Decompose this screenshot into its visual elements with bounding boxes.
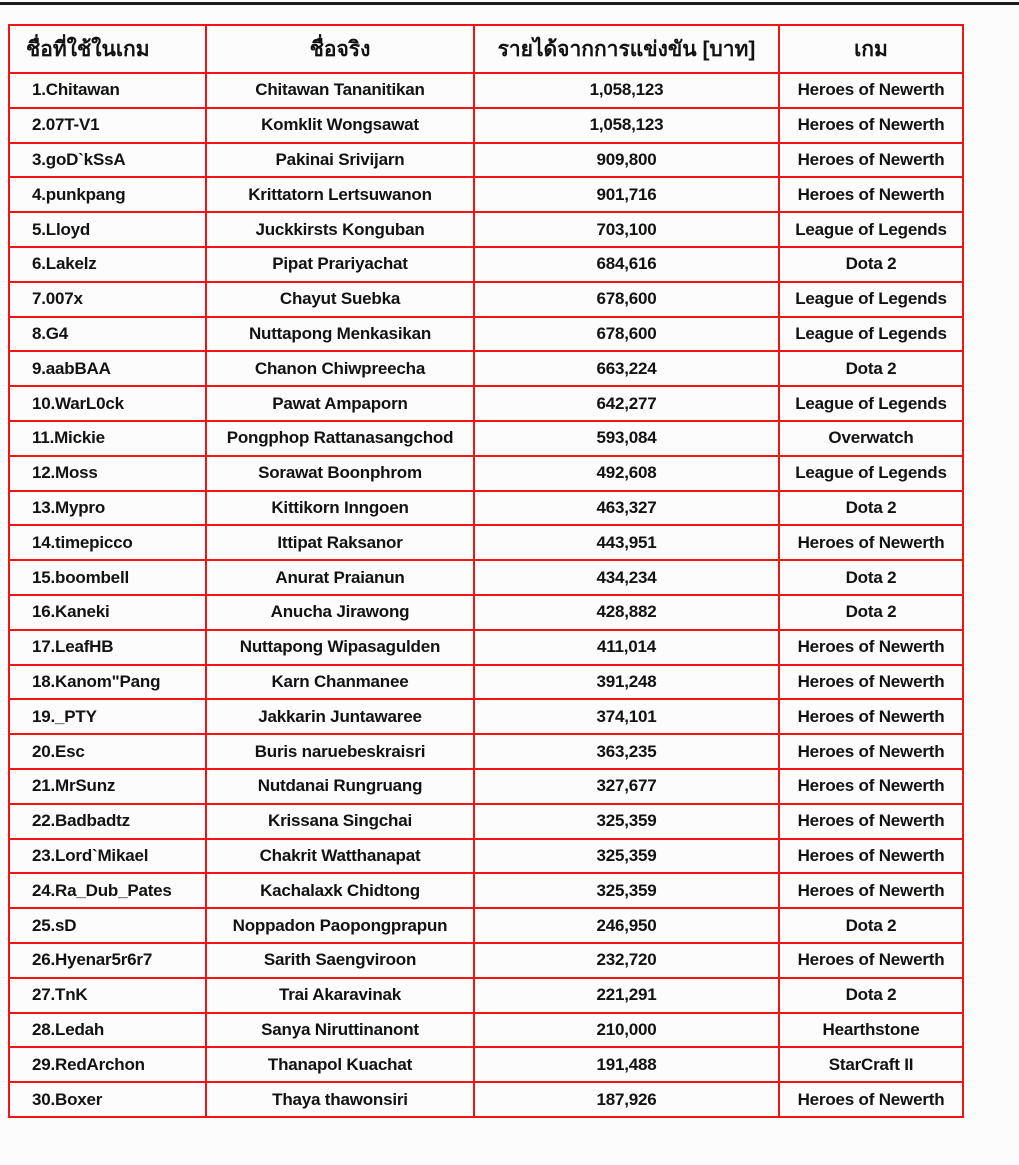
cell-ingame-name: 3.goD`kSsA	[9, 143, 206, 178]
cell-game: Dota 2	[779, 491, 963, 526]
cell-real-name: Nuttapong Menkasikan	[206, 317, 474, 352]
table-row	[9, 978, 963, 1013]
cell-ingame-name: 30.Boxer	[9, 1082, 206, 1117]
cell-earnings: 327,677	[474, 769, 779, 804]
table-row	[9, 317, 963, 352]
cell-real-name: Juckkirsts Konguban	[206, 212, 474, 247]
cell-ingame-name: 6.Lakelz	[9, 247, 206, 282]
column-header-game: เกม	[779, 25, 963, 73]
cell-game: Dota 2	[779, 351, 963, 386]
cell-real-name: Pawat Ampaporn	[206, 386, 474, 421]
cell-real-name: Trai Akaravinak	[206, 978, 474, 1013]
cell-ingame-name: 13.Mypro	[9, 491, 206, 526]
cell-ingame-name: 7.007x	[9, 282, 206, 317]
table-header-row	[9, 25, 963, 73]
cell-ingame-name: 18.Kanom"Pang	[9, 665, 206, 700]
cell-earnings: 443,951	[474, 525, 779, 560]
cell-earnings: 684,616	[474, 247, 779, 282]
table-row	[9, 560, 963, 595]
cell-game: Heroes of Newerth	[779, 873, 963, 908]
cell-game: Dota 2	[779, 247, 963, 282]
cell-earnings: 221,291	[474, 978, 779, 1013]
table-row	[9, 421, 963, 456]
table-row	[9, 839, 963, 874]
table-row	[9, 699, 963, 734]
cell-game: League of Legends	[779, 212, 963, 247]
cell-earnings: 411,014	[474, 630, 779, 665]
cell-real-name: Pakinai Srivijarn	[206, 143, 474, 178]
cell-real-name: Nuttapong Wipasagulden	[206, 630, 474, 665]
cell-real-name: Anucha Jirawong	[206, 595, 474, 630]
cell-earnings: 434,234	[474, 560, 779, 595]
cell-game: Hearthstone	[779, 1013, 963, 1048]
cell-game: Overwatch	[779, 421, 963, 456]
cell-game: League of Legends	[779, 317, 963, 352]
cell-game: Heroes of Newerth	[779, 143, 963, 178]
cell-game: Heroes of Newerth	[779, 108, 963, 143]
cell-ingame-name: 1.Chitawan	[9, 73, 206, 108]
cell-earnings: 325,359	[474, 839, 779, 874]
cell-earnings: 703,100	[474, 212, 779, 247]
cell-earnings: 1,058,123	[474, 73, 779, 108]
cell-game: Heroes of Newerth	[779, 177, 963, 212]
table-row	[9, 804, 963, 839]
cell-earnings: 191,488	[474, 1047, 779, 1082]
table-row	[9, 108, 963, 143]
cell-game: Heroes of Newerth	[779, 525, 963, 560]
cell-earnings: 901,716	[474, 177, 779, 212]
column-header-real-name: ชื่อจริง	[206, 25, 474, 73]
table-row	[9, 1013, 963, 1048]
cell-real-name: Thaya thawonsiri	[206, 1082, 474, 1117]
cell-ingame-name: 12.Moss	[9, 456, 206, 491]
cell-real-name: Kachalaxk Chidtong	[206, 873, 474, 908]
cell-ingame-name: 10.WarL0ck	[9, 386, 206, 421]
cell-real-name: Krittatorn Lertsuwanon	[206, 177, 474, 212]
cell-ingame-name: 9.aabBAA	[9, 351, 206, 386]
esports-earnings-table	[8, 24, 964, 1118]
column-header-earnings: รายได้จากการแข่งขัน [บาท]	[474, 25, 779, 73]
cell-earnings: 663,224	[474, 351, 779, 386]
cell-real-name: Sorawat Boonphrom	[206, 456, 474, 491]
cell-ingame-name: 20.Esc	[9, 734, 206, 769]
table-row	[9, 734, 963, 769]
table-row	[9, 247, 963, 282]
cell-game: Dota 2	[779, 595, 963, 630]
cell-real-name: Ittipat Raksanor	[206, 525, 474, 560]
cell-earnings: 246,950	[474, 908, 779, 943]
cell-game: Dota 2	[779, 908, 963, 943]
cell-real-name: Karn Chanmanee	[206, 665, 474, 700]
cell-game: Dota 2	[779, 978, 963, 1013]
cell-game: League of Legends	[779, 386, 963, 421]
cell-ingame-name: 29.RedArchon	[9, 1047, 206, 1082]
cell-earnings: 492,608	[474, 456, 779, 491]
cell-ingame-name: 25.sD	[9, 908, 206, 943]
cell-real-name: Buris naruebeskraisri	[206, 734, 474, 769]
cell-ingame-name: 22.Badbadtz	[9, 804, 206, 839]
cell-game: Heroes of Newerth	[779, 734, 963, 769]
table-row	[9, 525, 963, 560]
table-row	[9, 630, 963, 665]
table-row	[9, 73, 963, 108]
table-row	[9, 491, 963, 526]
cell-game: Heroes of Newerth	[779, 73, 963, 108]
cell-ingame-name: 26.Hyenar5r6r7	[9, 943, 206, 978]
cell-ingame-name: 4.punkpang	[9, 177, 206, 212]
table-row	[9, 1047, 963, 1082]
cell-ingame-name: 23.Lord`Mikael	[9, 839, 206, 874]
cell-real-name: Anurat Praianun	[206, 560, 474, 595]
cell-real-name: Nutdanai Rungruang	[206, 769, 474, 804]
cell-ingame-name: 16.Kaneki	[9, 595, 206, 630]
table-row	[9, 351, 963, 386]
cell-real-name: Chayut Suebka	[206, 282, 474, 317]
table-row	[9, 595, 963, 630]
cell-earnings: 463,327	[474, 491, 779, 526]
table-row	[9, 456, 963, 491]
table-row	[9, 282, 963, 317]
cell-real-name: Jakkarin Juntawaree	[206, 699, 474, 734]
cell-earnings: 363,235	[474, 734, 779, 769]
cell-game: Heroes of Newerth	[779, 943, 963, 978]
cell-ingame-name: 24.Ra_Dub_Pates	[9, 873, 206, 908]
cell-game: Heroes of Newerth	[779, 804, 963, 839]
cell-ingame-name: 11.Mickie	[9, 421, 206, 456]
table-row	[9, 665, 963, 700]
cell-real-name: Pipat Prariyachat	[206, 247, 474, 282]
cell-earnings: 325,359	[474, 873, 779, 908]
cell-earnings: 374,101	[474, 699, 779, 734]
cell-real-name: Noppadon Paopongprapun	[206, 908, 474, 943]
table-row	[9, 1082, 963, 1117]
table-row	[9, 212, 963, 247]
table-row	[9, 143, 963, 178]
cell-ingame-name: 2.07T-V1	[9, 108, 206, 143]
table-row	[9, 386, 963, 421]
cell-real-name: Pongphop Rattanasangchod	[206, 421, 474, 456]
cell-earnings: 1,058,123	[474, 108, 779, 143]
cell-earnings: 909,800	[474, 143, 779, 178]
cell-ingame-name: 28.Ledah	[9, 1013, 206, 1048]
cell-earnings: 428,882	[474, 595, 779, 630]
cell-earnings: 232,720	[474, 943, 779, 978]
cell-real-name: Kittikorn Inngoen	[206, 491, 474, 526]
cell-real-name: Chanon Chiwpreecha	[206, 351, 474, 386]
cell-earnings: 678,600	[474, 282, 779, 317]
cell-game: Heroes of Newerth	[779, 630, 963, 665]
cell-game: Heroes of Newerth	[779, 665, 963, 700]
table-row	[9, 908, 963, 943]
table-row	[9, 769, 963, 804]
table-body	[9, 73, 963, 1117]
cell-earnings: 210,000	[474, 1013, 779, 1048]
cell-ingame-name: 17.LeafHB	[9, 630, 206, 665]
cell-game: League of Legends	[779, 456, 963, 491]
table-row	[9, 943, 963, 978]
column-header-ingame-name: ชื่อที่ใช้ในเกม	[9, 25, 206, 73]
cell-real-name: Sanya Niruttinanont	[206, 1013, 474, 1048]
cell-real-name: Krissana Singchai	[206, 804, 474, 839]
cell-ingame-name: 5.Lloyd	[9, 212, 206, 247]
cell-real-name: Chitawan Tananitikan	[206, 73, 474, 108]
cell-ingame-name: 21.MrSunz	[9, 769, 206, 804]
cell-earnings: 325,359	[474, 804, 779, 839]
cell-game: Heroes of Newerth	[779, 839, 963, 874]
cell-game: League of Legends	[779, 282, 963, 317]
cell-earnings: 593,084	[474, 421, 779, 456]
cell-earnings: 391,248	[474, 665, 779, 700]
cell-ingame-name: 15.boombell	[9, 560, 206, 595]
cell-ingame-name: 14.timepicco	[9, 525, 206, 560]
cell-earnings: 187,926	[474, 1082, 779, 1117]
cell-earnings: 678,600	[474, 317, 779, 352]
cell-game: Heroes of Newerth	[779, 699, 963, 734]
cell-game: StarCraft II	[779, 1047, 963, 1082]
cell-game: Dota 2	[779, 560, 963, 595]
cell-ingame-name: 27.TnK	[9, 978, 206, 1013]
table-row	[9, 177, 963, 212]
cell-game: Heroes of Newerth	[779, 769, 963, 804]
cell-real-name: Komklit Wongsawat	[206, 108, 474, 143]
cell-ingame-name: 19._PTY	[9, 699, 206, 734]
top-divider-line	[0, 2, 1019, 5]
cell-real-name: Thanapol Kuachat	[206, 1047, 474, 1082]
cell-earnings: 642,277	[474, 386, 779, 421]
cell-real-name: Sarith Saengviroon	[206, 943, 474, 978]
cell-real-name: Chakrit Watthanapat	[206, 839, 474, 874]
table-row	[9, 873, 963, 908]
cell-game: Heroes of Newerth	[779, 1082, 963, 1117]
cell-ingame-name: 8.G4	[9, 317, 206, 352]
